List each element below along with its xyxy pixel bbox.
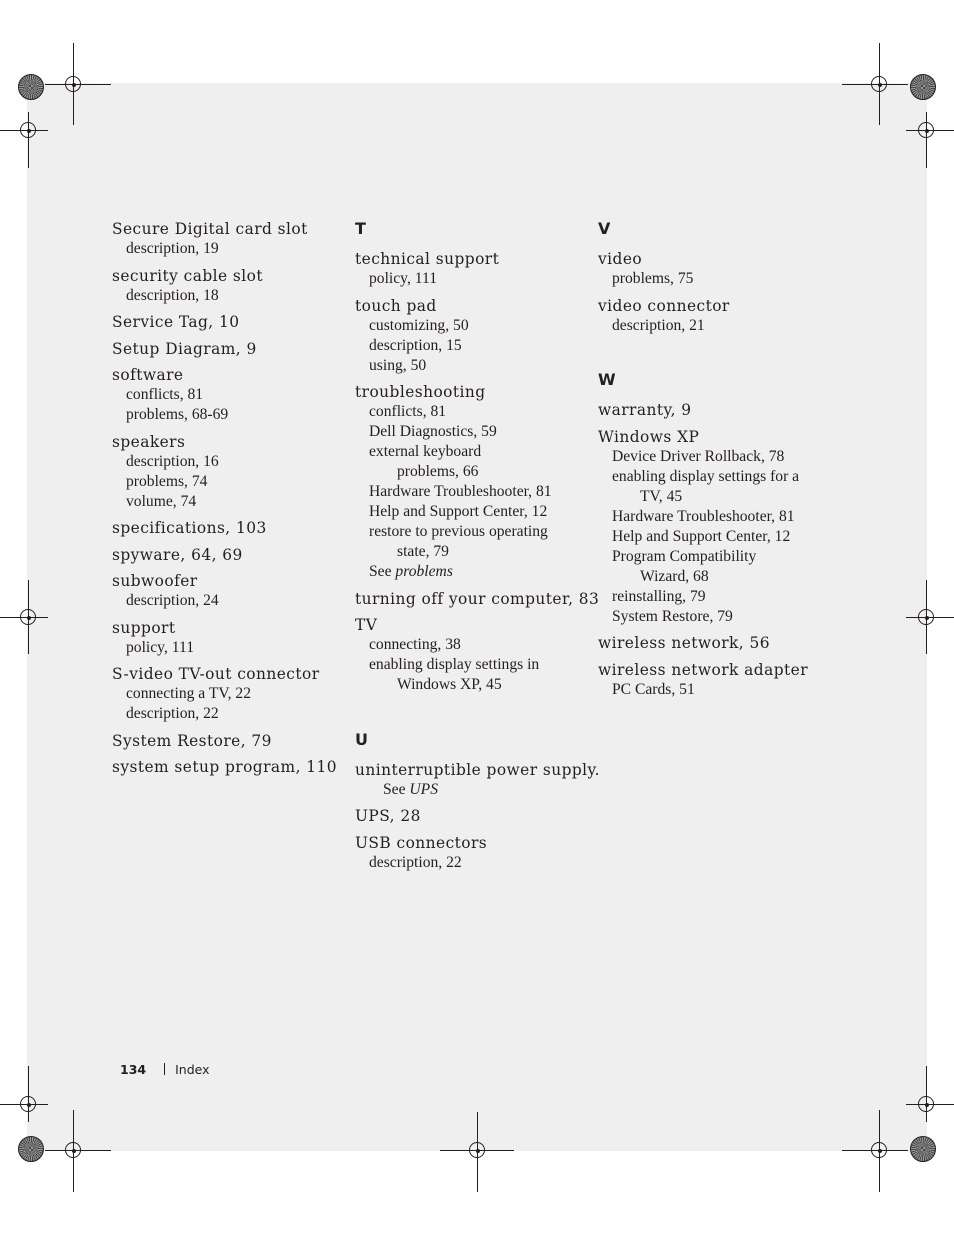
- index-term: troubleshooting: [355, 383, 486, 401]
- registration-starburst-icon: [910, 74, 936, 100]
- index-subterm-continuation: Wizard, 68: [640, 567, 709, 585]
- index-term: touch pad: [355, 296, 437, 315]
- index-term-continuation: [355, 780, 585, 800]
- registration-starburst-icon: [18, 74, 44, 100]
- index-subterm: [598, 467, 828, 507]
- see-label: See: [383, 780, 410, 798]
- index-subterm: Help and Support Center, 12: [369, 503, 548, 520]
- index-term: support: [112, 618, 176, 637]
- index-entry: [355, 382, 585, 582]
- index-subterm-continuation: TV, 45: [640, 487, 683, 505]
- index-entry: [355, 760, 600, 800]
- index-term: Service Tag, 10: [112, 313, 240, 331]
- index-term: S-video TV-out connector: [112, 665, 320, 683]
- divider: [164, 1063, 165, 1075]
- index-subterm: [355, 562, 585, 582]
- index-subterm: description, 15: [369, 336, 462, 354]
- index-entry: [112, 312, 342, 332]
- index-term: uninterruptible power supply.: [355, 760, 600, 779]
- index-subterm: problems, 74: [126, 472, 208, 490]
- index-term: specifications, 103: [112, 519, 267, 537]
- index-term: USB connectors: [355, 833, 488, 852]
- index-entry: [355, 296, 585, 376]
- index-entry: [355, 249, 585, 289]
- index-subterm: Help and Support Center, 12: [612, 527, 791, 545]
- index-entry: [598, 633, 828, 653]
- index-subterm-text: restore to previous operating: [369, 523, 548, 540]
- index-entry: [112, 339, 342, 359]
- index-subterm: connecting, 38: [369, 636, 461, 653]
- index-entry: [112, 618, 342, 658]
- index-subterm: problems, 68-69: [126, 406, 229, 423]
- index-term: video connector: [598, 296, 730, 315]
- index-subterm: Dell Diagnostics, 59: [369, 423, 497, 440]
- index-subterm-continuation: state, 79: [397, 543, 449, 560]
- index-entry: [112, 518, 342, 538]
- index-term: system setup program, 110: [112, 758, 337, 776]
- index-entry: [112, 545, 342, 565]
- index-term: spyware, 64, 69: [112, 545, 243, 564]
- index-term: Windows XP: [598, 427, 700, 446]
- index-entry: [112, 664, 342, 724]
- index-term: System Restore, 79: [112, 731, 272, 750]
- index-term: UPS, 28: [355, 807, 421, 825]
- index-subterm: using, 50: [369, 356, 427, 374]
- index-subterm: [355, 442, 585, 482]
- index-subterm: problems, 75: [612, 270, 694, 287]
- cross-reference: problems: [395, 563, 453, 580]
- index-entry: [355, 833, 585, 873]
- index-column-2: [355, 219, 600, 879]
- index-subterm: PC Cards, 51: [612, 680, 695, 698]
- index-entry: [355, 806, 585, 826]
- index-subterm-text: external keyboard: [369, 443, 482, 460]
- index-term: turning off your computer, 83: [355, 589, 600, 608]
- index-subterm: [355, 655, 585, 695]
- index-term: software: [112, 366, 184, 384]
- index-subterm: description, 24: [126, 592, 219, 609]
- registration-starburst-icon: [18, 1136, 44, 1162]
- index-subterm: System Restore, 79: [612, 607, 733, 625]
- index-term: Setup Diagram, 9: [112, 339, 257, 358]
- index-subterm: description, 21: [612, 316, 705, 334]
- index-subterm: [355, 522, 585, 562]
- index-term: warranty, 9: [598, 401, 692, 419]
- section-letter: W: [598, 370, 616, 389]
- section-name: Index: [175, 1062, 210, 1077]
- section-letter: V: [598, 219, 611, 238]
- index-subterm: Hardware Troubleshooter, 81: [612, 507, 795, 525]
- index-subterm: conflicts, 81: [126, 386, 204, 403]
- index-entry: [112, 571, 342, 611]
- index-subterm: volume, 74: [126, 492, 197, 510]
- index-entry: [598, 400, 828, 420]
- index-subterm: reinstalling, 79: [612, 587, 706, 605]
- index-subterm-continuation: problems, 66: [397, 463, 479, 480]
- index-term: wireless network adapter: [598, 660, 809, 679]
- index-entry: [112, 266, 342, 306]
- index-entry: [598, 296, 828, 336]
- registration-starburst-icon: [910, 1136, 936, 1162]
- index-entry: [112, 757, 342, 777]
- index-term: security cable slot: [112, 266, 263, 285]
- index-entry: [112, 432, 342, 512]
- index-subterm-text: enabling display settings in: [369, 656, 540, 673]
- index-subterm: description, 18: [126, 286, 219, 304]
- index-term: technical support: [355, 250, 500, 268]
- index-subterm-text: Program Compatibility: [612, 547, 757, 565]
- index-subterm: description, 22: [126, 705, 219, 722]
- index-column-3: [598, 219, 828, 706]
- index-entry: [112, 731, 342, 751]
- index-subterm: [598, 547, 828, 587]
- index-subterm: policy, 111: [369, 270, 437, 287]
- index-subterm: description, 16: [126, 452, 219, 470]
- index-entry: [598, 660, 828, 700]
- cross-reference: UPS: [409, 780, 439, 798]
- index-subterm: Device Driver Rollback, 78: [612, 447, 785, 465]
- index-subterm: description, 19: [126, 240, 219, 257]
- index-term: wireless network, 56: [598, 634, 770, 652]
- index-entry: [112, 219, 342, 259]
- index-subterm: description, 22: [369, 853, 462, 871]
- index-term: TV: [355, 616, 378, 634]
- index-subterm-text: enabling display settings for a: [612, 467, 800, 485]
- index-term: video: [598, 250, 643, 268]
- section-letter: T: [355, 219, 366, 238]
- page-number: 134: [120, 1062, 147, 1077]
- index-entry: [598, 249, 828, 289]
- section-letter: U: [355, 729, 368, 749]
- index-subterm: customizing, 50: [369, 316, 469, 334]
- see-label: See: [369, 563, 396, 580]
- page-footer: [120, 1062, 210, 1077]
- index-entry: [355, 589, 600, 609]
- index-subterm: conflicts, 81: [369, 403, 447, 420]
- index-subterm: policy, 111: [126, 638, 194, 656]
- index-entry: [355, 615, 585, 695]
- index-term: subwoofer: [112, 572, 198, 590]
- index-subterm-continuation: Windows XP, 45: [397, 676, 502, 693]
- index-term: speakers: [112, 432, 186, 451]
- index-entry: [598, 427, 828, 627]
- index-term: Secure Digital card slot: [112, 220, 308, 238]
- index-subterm: Hardware Troubleshooter, 81: [369, 483, 552, 500]
- index-subterm: connecting a TV, 22: [126, 685, 252, 702]
- index-entry: [112, 365, 342, 425]
- index-column-1: [112, 219, 342, 784]
